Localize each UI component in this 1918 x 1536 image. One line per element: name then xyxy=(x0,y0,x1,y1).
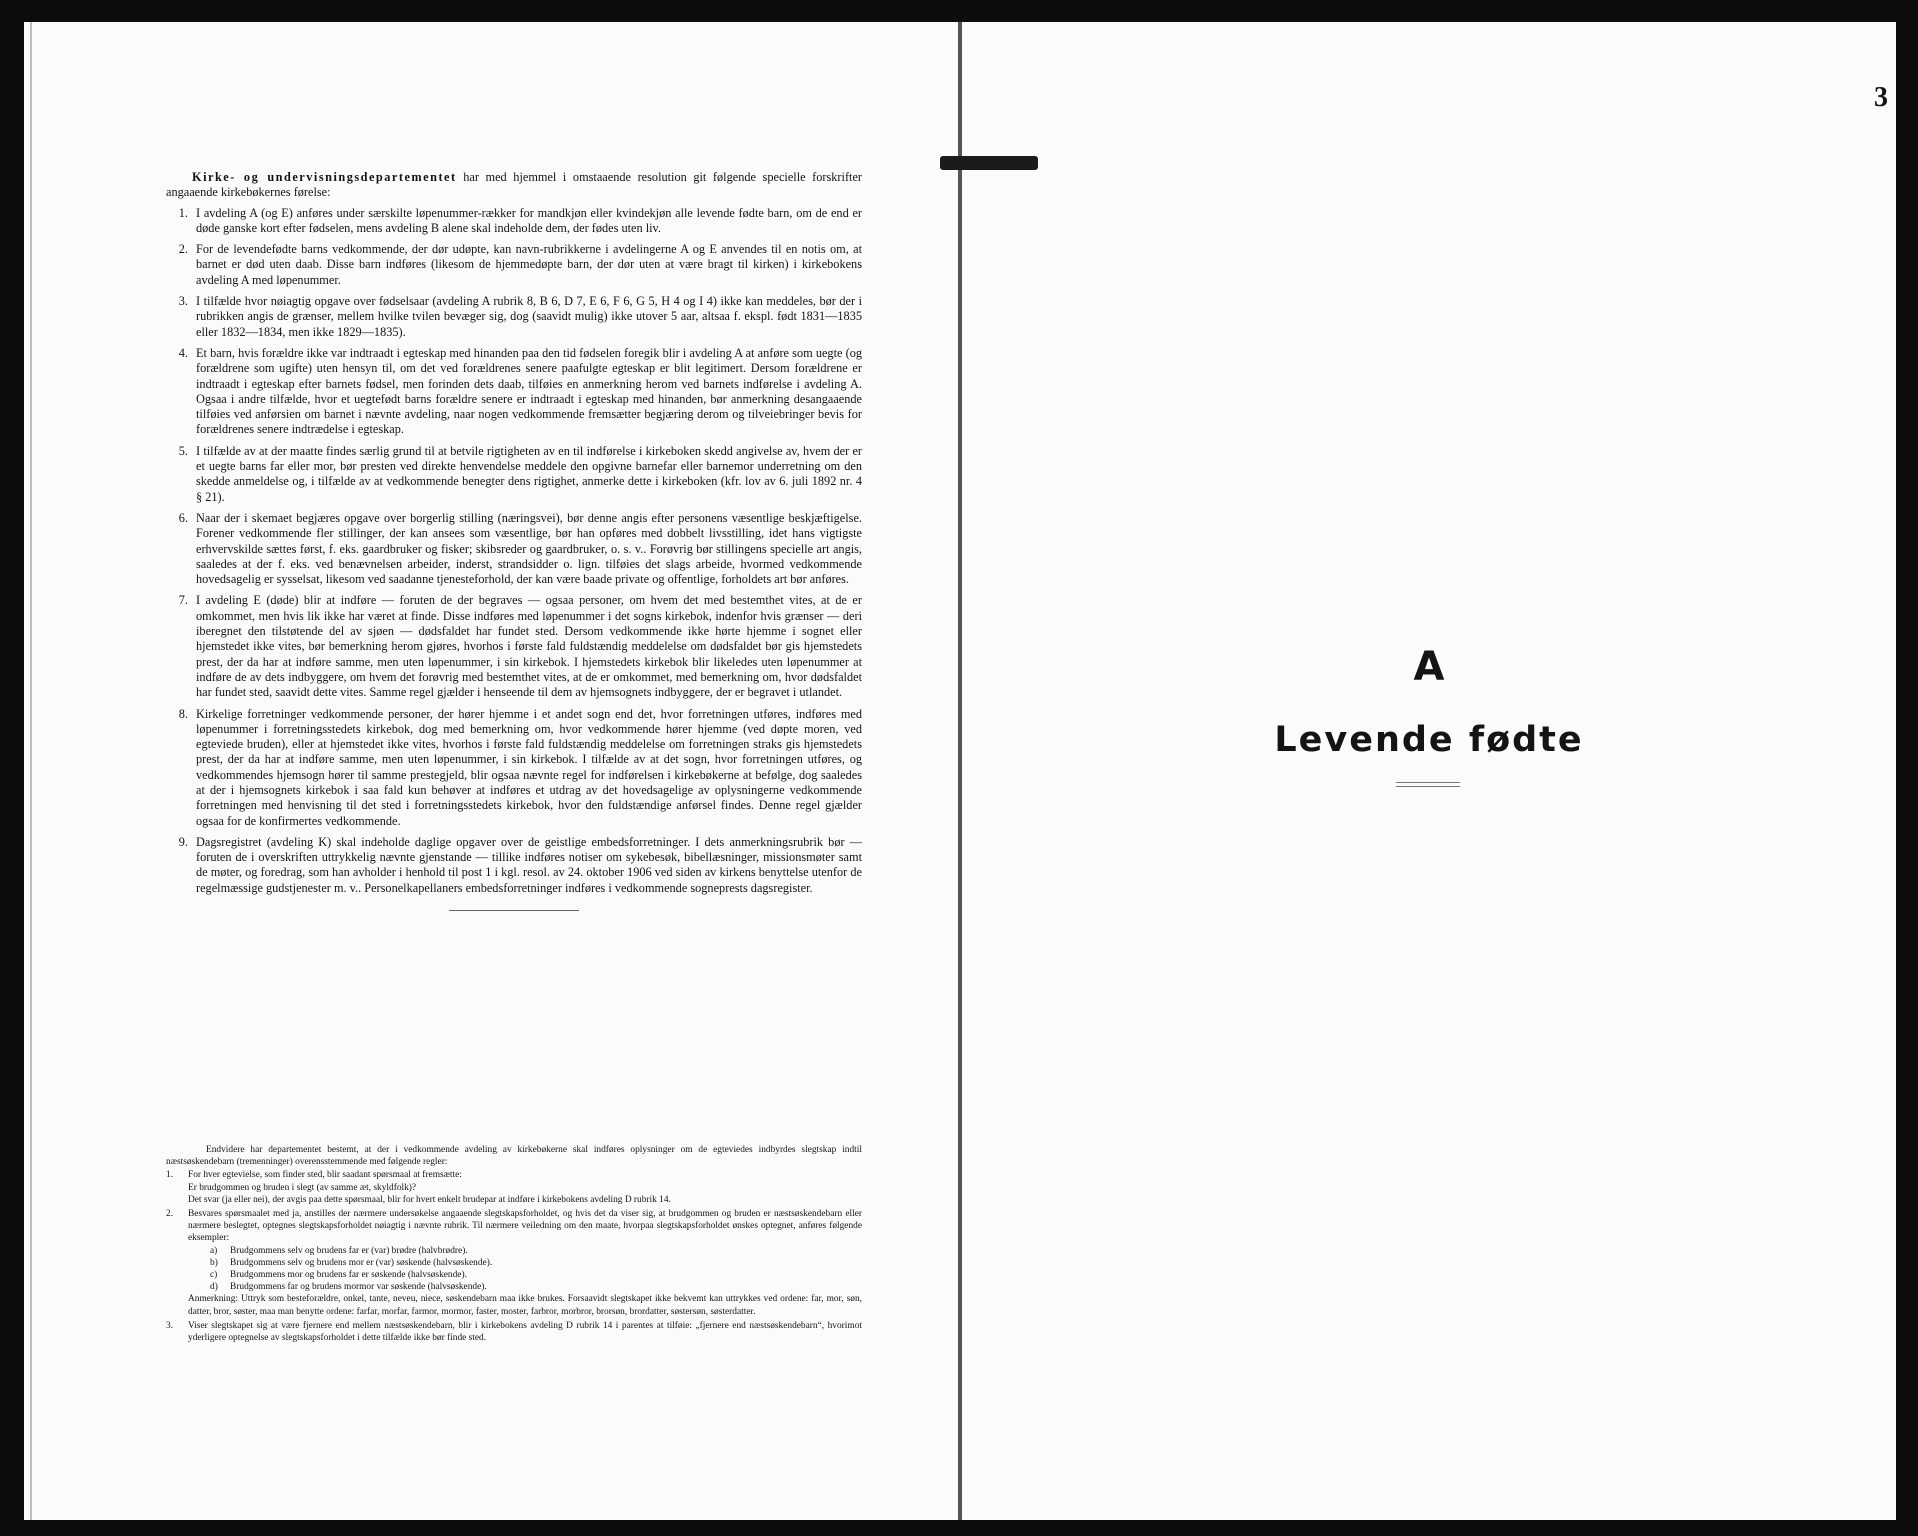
rule-text: Et barn, hvis forældre ikke var indtraadt i egteskap med hinanden paa den tid fødselen foregik blir i avdeling A at anføre som uegte (og forældrene som ugifte) uten hensyn til, om det ved forældrenes senere paafulgte egteskap er blit legitimert. Dersom forældrene er indtraadt i egteskap efter barnets fødsel, men forinden dets daab, tilføies en anmerkning herom ved barnets indførelse i avdeling A. Ogsaa i andre tilfælde, hvor et uegtefødt barns forældre senere er indtraadt i egteskap med hinanden, bør anmerkning desangaaende tilføies ved anførsien om barnet i nævnte avdeling, naar nogen vedkommende fremsætter begjæring derom og tilveiebringer bevis for forældrenes senere indtrædelse i egteskap. xyxy=(196,345,862,437)
appendix-body xyxy=(188,1208,862,1318)
example-text: Brudgommens selv og brudens far er (var) brødre (halvbrødre). xyxy=(230,1245,468,1256)
example-letter: c) xyxy=(210,1270,218,1281)
appendix-number: 1. xyxy=(166,1170,174,1181)
rule-number: 2. xyxy=(178,242,188,257)
appendix-item xyxy=(166,1169,862,1206)
rule-number: 3. xyxy=(178,294,188,309)
rule-text: I tilfælde hvor nøiagtig opgave over fødselsaar (avdeling A rubrik 8, B 6, D 7, E 6, F 6, G 5, H 4 og I 4) ikke kan meddeles, bør der i rubrikken angis de grænser, mellem hvilke tvilen bevæger sig, dog (saavidt mulig) ikke utover 5 aar, altsaa f. ekspl. født 1831—1835 eller 1832—1834, men ikke 1829—1835). xyxy=(196,294,862,339)
appendix-number: 3. xyxy=(166,1320,174,1331)
rule-number: 1. xyxy=(178,205,188,220)
appendix-line: Det svar (ja eller nei), der avgis paa dette spørsmaal, blir for hvert enkelt brudepar at indføre i kirkebokens avdeling D rubrik 14. xyxy=(188,1194,671,1205)
rule-item xyxy=(166,346,862,438)
rule-text: Dagsregistret (avdeling K) skal indeholde daglige opgaver over de geistlige embedsforretninger. I dets anmerkningsrubrik bør — foruten de i overskriften uttrykkelig nævnte gjenstande — tillike indføres notiser om sykebesøk, bibellæsninger, missionsmøter samt de møter, og foredrag, som han avholder i henhold til post 1 i kgl. resol. av 24. oktober 1906 ved siden av kirkens benyttelse utenfor de regelmæssige gudstjenester m. v.. Personelkapellaners embedsforretninger indføres i vedkommende sogneprests dagsregister. xyxy=(196,834,862,895)
example-text: Brudgommens mor og brudens far er søskende (halvsøskende). xyxy=(230,1270,467,1281)
rule-text: Kirkelige forretninger vedkommende personer, der hører hjemme i et andet sogn end det, hvor forretningen utføres, indføres med løpenummer i forretningsstedets kirkebok, dog med bemerkning om, hvor vedkommende hører hjemme (ved døpte moren, ved egteviede bruden), eller at hjemstedet ikke vites, hvorhos i første fald fuldstændig meddelelse om forretningen straks gis hjemstedets prest, der da har at indføre samme, men uten løpenummer, i sin kirkebok. I tilfælde av at det sogn, hvor forretningen utføres, og vedkommendes hjemsogn hører til samme prestegjeld, blir ogsaa nævnte regel for indførelsen i kirkebøkerne at befølge, dog saaledes at der i hjemsognets kirkebok i saa fald kun behøver at indføres et utdrag av det hovedsagelige av oplysningerne vedkommende forretningen med henvisning til det sted i forretningsstedets kirkebok, hvor den fuldstændige anførsel findes. Denne regel gjælder ogsaa for de konfirmertes vedkommende. xyxy=(196,706,862,828)
example-item xyxy=(210,1281,862,1293)
rule-number: 7. xyxy=(178,593,188,608)
section-divider xyxy=(449,910,579,911)
rule-item xyxy=(166,444,862,505)
bookmark-ribbon xyxy=(940,156,1038,170)
rule-item xyxy=(166,242,862,288)
section-title: Levende fødte xyxy=(1274,720,1584,760)
section-letter: A xyxy=(1413,644,1445,690)
appendix-item xyxy=(166,1320,862,1344)
rules-list xyxy=(166,206,862,896)
rule-item xyxy=(166,593,862,700)
example-letter: d) xyxy=(210,1282,218,1293)
rule-item xyxy=(166,294,862,340)
rule-text: I avdeling E (døde) blir at indføre — foruten de der begraves — ogsaa personer, om hvem det med bestemthet vites, at de er omkommet, men hvis lik ikke har været at finde. Disse indføres med løpenummer i det sogns kirkebok, indenfor hvis grænser — deri iberegnet den tilstøtende del av sjøen — dødsfaldet har fundet sted. Dersom vedkommende ikke hørte hjemme i sognet eller hjemstedet ikke vites, bør bemerkning herom gjøres, hvorhos i første fald fuldstændig meddelelse om dødsfaldet bør gis hjemstedets prest, der da har at indføre samme, men uten løpenummer, i sin kirkebok. I hjemstedets kirkebok blir likeledes uten løpenummer at indføre de av dets indbyggere, om hvem det forøvrig med bestemthet vites, at de er omkommet, med bemerkning om, hvor dødsfaldet har fundet sted, saavidt dette vites. Samme regel gjælder i henseende til dem av hjemsognets indbyggere, der er begravet i utlandet. xyxy=(196,593,862,700)
appendix-line: Besvares spørsmaalet med ja, anstilles der nærmere undersøkelse angaaende slegtskapsforholdet, og hvis det da viser sig, at brudgommen og bruden er næstsøskendebarn eller nærmere beslegtet, optegnes slegtskapsforholdet nøiagtig i nævnte rubrik. Til nærmere veiledning om den maate, hvorpaa slegtskapsforholdet ønskes optegnet, anføres følgende eksempler: xyxy=(188,1209,862,1244)
left-page xyxy=(24,22,960,1520)
appendix-line: For hver egtevielse, som finder sted, blir saadant spørsmaal at fremsætte: xyxy=(188,1170,462,1181)
appendix-line: Er brudgommen og bruden i slegt (av samme æt, skyldfolk)? xyxy=(188,1182,417,1193)
appendix-item xyxy=(166,1208,862,1318)
appendix-note: Anmerkning: Uttryk som besteforældre, onkel, tante, neveu, niece, søskendebarn maa ikke brukes. Forsaavidt slegtskapet ikke bekvemt kan uttrykkes ved ordene: far, mor, søn, datter, bror, søster, maa man benytte ordene: farfar, morfar, farmor, mormor, faster, moster, farbror, morbror, brorsøn, brordatter, søstersøn, søsterdatter. xyxy=(188,1294,862,1317)
example-letter: a) xyxy=(210,1245,218,1256)
rule-item xyxy=(166,707,862,829)
department-name: Kirke- og undervisningsdepartementet xyxy=(192,170,457,184)
rule-item xyxy=(166,835,862,896)
title-underline xyxy=(1396,782,1460,787)
example-letter: b) xyxy=(210,1257,218,1268)
intro-text: har med hjemmel i omstaaende resolution git følgende specielle forskrifter angaaende kirkebøkernes førelse: xyxy=(166,170,863,200)
rule-item xyxy=(166,511,862,587)
example-item xyxy=(210,1257,862,1269)
example-item xyxy=(210,1269,862,1281)
rule-text: For de levendefødte barns vedkommende, der dør udøpte, kan navn-rubrikkerne i avdelingerne A og E anvendes til en notis om, at barnet er død uten daab. Disse barn indføres (likesom de hjemmedøpte barn, der dør uten at være bragt til kirken) i kirkebokens avdeling A med løpenummer. xyxy=(196,242,862,287)
example-list xyxy=(210,1245,862,1294)
rule-text: I tilfælde av at der maatte findes særlig grund til at betvile rigtigheten av en til indførelse i kirkeboken skedd angivelse av, hvem der er et uegte barns far eller mor, bør presten ved direkte henvendelse meddele den opgivne barnefar eller barnemor underretning om den skedde anmeldelse og, i tilfælde av at vedkommende benegter dens rigtighet, anmerke dette i kirkeboken (kfr. lov av 6. juli 1892 nr. 4 § 21). xyxy=(196,443,862,504)
appendix-intro: Endvidere har departementet bestemt, at der i vedkommende avdeling av kirkebøkerne skal indføres oplysninger om de egteviedes indbyrdes slegtskap indtil næstsøskendebarn (tremenninger) overensstemmende med følgende regler: xyxy=(166,1145,862,1168)
rule-item xyxy=(166,206,862,237)
rule-number: 8. xyxy=(178,706,188,721)
appendix-text xyxy=(166,1144,862,1346)
rule-text: Naar der i skemaet begjæres opgave over borgerlig stilling (næringsvei), bør denne angis efter personens væsentlige beskjæftigelse. Forener vedkommende fler stillinger, der kan ansees som væsentlige, bør han opføres med dobbelt livsstilling, idet hans vigtigste erhvervskilde sættes først, f. eks. gaardbruker og fisker; skibsreder og gaardbruker, o. s. v.. Forøvrig bør stillingens specielle art angis, saaledes at der f. eks. ved benævnelsen arbeider, inderst, strandsidder o. lign. tilføies det slags arbeide, hvormed vedkommende hovedsagelig er sysselsat, likesom ved saadanne tjenesteforhold, der kan være baade private og offentlige, forholdets art bør anføres. xyxy=(196,510,862,587)
appendix-body xyxy=(188,1169,862,1206)
appendix-body xyxy=(188,1320,862,1344)
rule-number: 4. xyxy=(178,345,188,360)
book-spread xyxy=(24,22,1894,1520)
page-number: 3 xyxy=(1874,82,1888,113)
intro-paragraph xyxy=(166,170,862,201)
example-text: Brudgommens far og brudens mormor var søskende (halvsøskende). xyxy=(230,1282,487,1293)
regulations-text xyxy=(166,170,862,939)
rule-number: 6. xyxy=(178,510,188,525)
rule-number: 9. xyxy=(178,834,188,849)
right-page xyxy=(960,22,1896,1520)
example-item xyxy=(210,1245,862,1257)
example-text: Brudgommens selv og brudens mor er (var) søskende (halvsøskende). xyxy=(230,1257,493,1268)
rule-number: 5. xyxy=(178,443,188,458)
appendix-number: 2. xyxy=(166,1209,174,1220)
appendix-line: Viser slegtskapet sig at være fjernere end mellem næstsøskendebarn, blir i kirkebokens avdeling D rubrik 14 i parentes at tilføie: „fjernere end næstsøskendebarn“, hvorimot yderligere optegnelse av slegtskapsforholdet i dette tilfælde ikke bør finde sted. xyxy=(188,1320,862,1344)
rule-text: I avdeling A (og E) anføres under særskilte løpenummer-rækker for mandkjøn eller kvindekjøn alle levende fødte barn, om de end er døde ganske kort efter fødselen, mens avdeling B alene skal indeholde dem, der fødes uten liv. xyxy=(196,205,862,235)
